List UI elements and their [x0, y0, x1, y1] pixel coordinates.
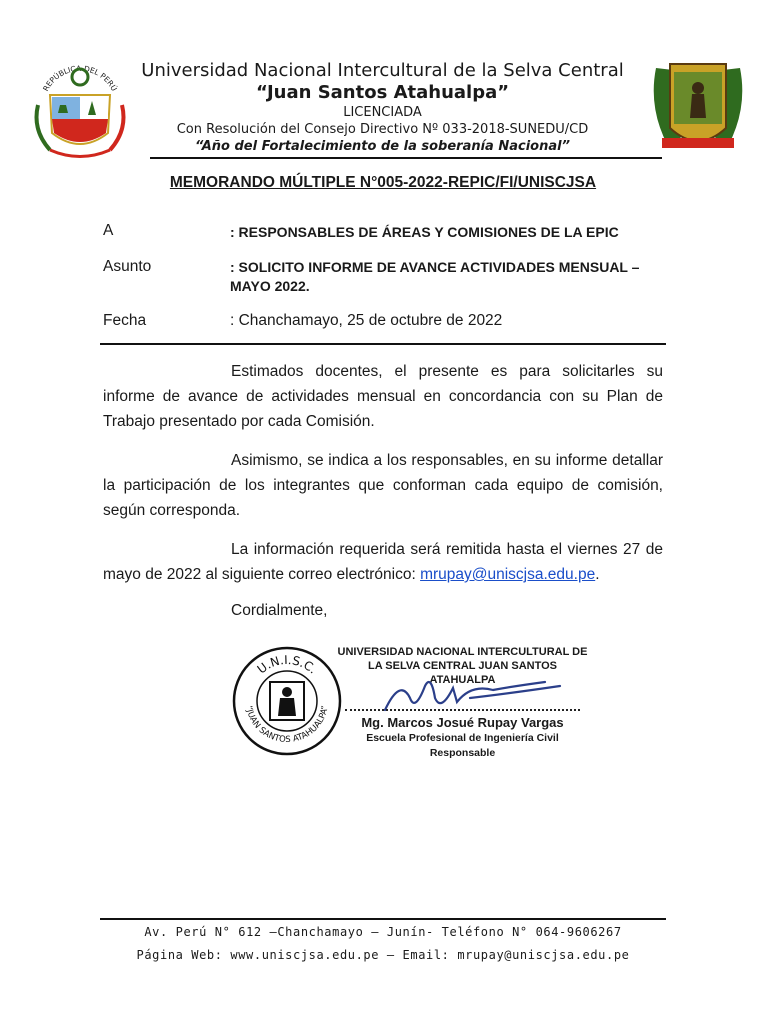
to-label: A: [103, 222, 114, 239]
svg-text:U.N.I.S.C.: U.N.I.S.C.: [254, 652, 320, 677]
university-seal: [232, 646, 342, 756]
svg-text:REPÚBLICA DEL PERÚ: REPÚBLICA DEL PERÚ: [41, 63, 119, 93]
university-shield-logo: [648, 58, 748, 158]
footer-address: Av. Perú N° 612 –Chanchamayo – Junín- Teléfono N° 064-9606267: [144, 925, 622, 939]
university-nickname: “Juan Santos Atahualpa”: [255, 82, 510, 103]
signature-university-line2: LA SELVA CENTRAL JUAN SANTOS ATAHUALPA: [367, 660, 558, 686]
university-name: Universidad Nacional Intercultural de la Selva Central: [141, 60, 624, 81]
body-paragraph-1: Estimados docentes, el presente es para solicitarles su informe de avance de actividades mensual en concordancia con su Plan de Trabajo presentado por cada Comisión.: [103, 363, 663, 430]
body-paragraph-3-text: La información requerida será remitida hasta el viernes 27 de mayo de 2022 al siguiente correo electrónico:: [103, 541, 663, 583]
date-label: Fecha: [103, 312, 147, 329]
subject-value: : SOLICITO INFORME DE AVANCE ACTIVIDADES MENSUAL – MAYO 2022.: [230, 259, 640, 294]
memo-divider: [100, 343, 666, 345]
resolution-line: Con Resolución del Consejo Directivo Nº 033-2018-SUNEDU/CD: [176, 122, 589, 137]
to-value: : RESPONSABLES DE ÁREAS Y COMISIONES DE LA EPIC: [230, 224, 619, 240]
licensed-label: LICENCIADA: [343, 105, 422, 120]
body-paragraph-3-end: .: [595, 566, 600, 583]
peru-coat-of-arms-logo: [30, 55, 130, 165]
email-link[interactable]: mrupay@uniscjsa.edu.pe: [420, 566, 596, 583]
footer-web: Página Web: www.uniscjsa.edu.pe – Email: mrupay@uniscjsa.edu.pe: [136, 948, 630, 962]
subject-label: Asunto: [103, 258, 152, 275]
closing: Cordialmente,: [231, 602, 328, 619]
body-paragraph-3: [103, 537, 663, 587]
signature-line: [345, 709, 580, 711]
svg-text:“JUAN SANTOS ATAHUALPA”: “JUAN SANTOS ATAHUALPA”: [243, 704, 331, 746]
signer-school: Escuela Profesional de Ingeniería Civil: [366, 732, 559, 744]
signer-name: Mg. Marcos Josué Rupay Vargas: [361, 715, 564, 730]
footer-divider: [100, 918, 666, 920]
signer-role: Responsable: [429, 747, 496, 759]
year-motto: “Año del Fortalecimiento de la soberanía Nacional”: [195, 139, 570, 154]
date-value: : Chanchamayo, 25 de octubre de 2022: [230, 312, 503, 329]
signature-university-line1: UNIVERSIDAD NACIONAL INTERCULTURAL DE: [337, 646, 588, 658]
header-divider: [150, 157, 662, 159]
body-paragraph-2: Asimismo, se indica a los responsables, en su informe detallar la participación de los integrantes que conforman cada equipo de comisión, según corresponda.: [103, 452, 663, 519]
memo-title: MEMORANDO MÚLTIPLE N°005-2022-REPIC/FI/UNISCJSA: [169, 174, 597, 191]
